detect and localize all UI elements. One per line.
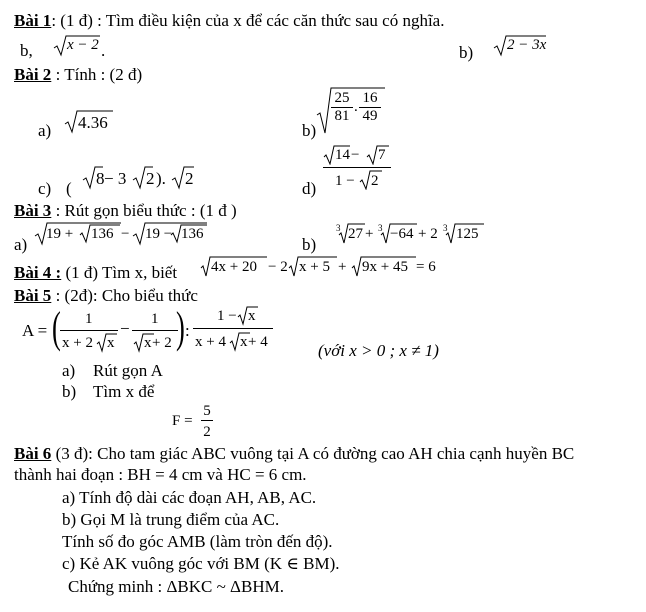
bai3-b-expr bbox=[336, 222, 496, 246]
bai5-F-num: 5 bbox=[203, 403, 211, 419]
bai6-line2: thành hai đoạn : BH = 4 cm và HC = 6 cm. bbox=[14, 465, 307, 484]
bai2-b-n1: 25 bbox=[334, 90, 350, 106]
bai5-colon: : bbox=[185, 321, 190, 340]
bai4-equation bbox=[200, 255, 440, 279]
bai5-f2-den-b: + 2 bbox=[152, 335, 172, 351]
bai2-c-close: ). bbox=[156, 169, 166, 188]
bai1-header-text: : (1 đ) : Tìm điều kiện của x để các căn thức sau có nghĩa. bbox=[51, 11, 445, 30]
bai2-c-label: c) bbox=[38, 179, 52, 198]
bai4-p1: + bbox=[338, 259, 347, 275]
bai5-F-den: 2 bbox=[201, 420, 213, 441]
bai2-c-open: ( bbox=[66, 179, 72, 198]
bai2-a-expr: 4.36 bbox=[78, 113, 108, 132]
bai5-f3-num-r: x bbox=[248, 308, 256, 324]
bai2-d-n2: 7 bbox=[378, 147, 386, 163]
bai2-c-r1: 8 bbox=[96, 169, 105, 188]
bai5-frac1 bbox=[60, 310, 118, 354]
bai5-f1-num: 1 bbox=[85, 311, 93, 327]
bai4-r3: 9x + 45 bbox=[362, 259, 408, 275]
bai6-label: Bài 6 bbox=[14, 444, 52, 463]
bai1-label: Bài 1 bbox=[14, 11, 52, 30]
fraction-bar bbox=[60, 330, 118, 331]
bai5-item-a-label: a) bbox=[62, 361, 76, 380]
bai2-b-frac2 bbox=[359, 90, 381, 125]
bai5-f1-den-a: x + 2 bbox=[62, 335, 93, 351]
bai5-f2-den-r: x bbox=[144, 335, 152, 351]
left-paren: ( bbox=[52, 303, 61, 352]
bai3-b-r2: −64 bbox=[390, 226, 414, 242]
fraction-bar bbox=[132, 330, 178, 331]
bai2-d-den: 1 − bbox=[335, 173, 355, 189]
bai3-label: Bài 3 bbox=[14, 201, 52, 220]
bai6-line3: a) Tính độ dài các đoạn AH, AB, AC. bbox=[62, 488, 317, 507]
bai4-r1: 4x + 20 bbox=[211, 259, 257, 275]
bai5-F-eq: F = bbox=[172, 413, 193, 429]
bai4-header bbox=[14, 264, 177, 281]
bai5-F-frac bbox=[201, 403, 213, 441]
bai5-f3-den-b: + 4 bbox=[248, 334, 268, 350]
bai3-a-e2: 19 − bbox=[145, 226, 173, 242]
bai2-c-r2: 2 bbox=[146, 169, 155, 188]
fraction-bar bbox=[323, 167, 391, 168]
bai2-b-dot: . bbox=[354, 99, 358, 115]
bai3-b-r1: 27 bbox=[348, 226, 363, 242]
bai2-b-d2: 49 bbox=[359, 107, 381, 125]
bai1-b2-label: b) bbox=[459, 43, 474, 62]
bai4-eq: = 6 bbox=[416, 259, 436, 275]
bai5-f2-num: 1 bbox=[151, 311, 159, 327]
bai3-b-i3: 3 bbox=[443, 223, 448, 233]
bai6-line5: Tính số đo góc AMB (làm tròn đến độ). bbox=[62, 532, 333, 551]
bai5-f1-den-r: x bbox=[107, 335, 115, 351]
fraction-bar bbox=[193, 328, 273, 329]
bai2-b-frac1 bbox=[331, 90, 353, 125]
bai3-header bbox=[14, 202, 237, 219]
bai5-item-b-label: b) bbox=[62, 382, 77, 401]
bai5-minus: − bbox=[120, 319, 130, 338]
bai2-d-frac bbox=[323, 145, 393, 193]
bai5-header-text: : (2đ): Cho biểu thức bbox=[51, 286, 198, 305]
bai2-b-n2: 16 bbox=[362, 90, 378, 106]
bai1-b-label: b, bbox=[20, 41, 33, 60]
bai5-f3-num-a: 1 − bbox=[217, 308, 237, 324]
bai6-line1 bbox=[14, 445, 574, 462]
bai2-d-minus: − bbox=[351, 147, 360, 163]
bai2-header bbox=[14, 66, 142, 83]
bai3-a-label: a) bbox=[14, 235, 28, 254]
bai5-header bbox=[14, 287, 198, 304]
bai1-b-dot: . bbox=[101, 41, 106, 60]
bai5-label: Bài 5 bbox=[14, 286, 52, 305]
bai3-a-e1: 19 + bbox=[46, 226, 74, 242]
right-paren: ) bbox=[176, 303, 185, 352]
bai4-header-text: (1 đ) Tìm x, biết bbox=[61, 263, 178, 282]
bai2-d-r: 2 bbox=[371, 173, 379, 189]
bai3-a-e1r: 136 bbox=[91, 226, 114, 242]
bai3-b-i1: 3 bbox=[336, 223, 341, 233]
bai3-a-e2r: 136 bbox=[181, 226, 204, 242]
bai6-line4: b) Gọi M là trung điểm của AC. bbox=[62, 510, 280, 529]
bai1-b-expr: x − 2 bbox=[67, 37, 99, 53]
bai3-b-plus2: + 2 bbox=[418, 226, 438, 242]
bai3-header-text: : Rút gọn biểu thức : (1 đ ) bbox=[51, 201, 237, 220]
bai5-A-eq: A = bbox=[22, 321, 48, 340]
bai2-d-label: d) bbox=[302, 179, 317, 198]
bai2-header-text: : Tính : (2 đ) bbox=[51, 65, 143, 84]
bai6-line7: Chứng minh : ΔBKC ~ ΔBHM. bbox=[68, 577, 284, 596]
bai2-b-label: b) bbox=[302, 121, 317, 140]
bai6-line6: c) Kẻ AK vuông góc với BM (K ∈ BM). bbox=[62, 554, 340, 573]
bai3-b-plus: + bbox=[365, 226, 374, 242]
bai3-b-r3: 125 bbox=[456, 226, 479, 242]
bai2-a-label: a) bbox=[38, 121, 52, 140]
bai5-frac2 bbox=[132, 310, 178, 354]
bai3-b-label: b) bbox=[302, 235, 317, 254]
bai5-condition: (với x > 0 ; x ≠ 1) bbox=[318, 341, 439, 360]
bai2-c-r3: 2 bbox=[185, 169, 194, 188]
bai4-r2: x + 5 bbox=[299, 259, 330, 275]
bai5-item-a: Rút gọn A bbox=[93, 361, 163, 380]
bai2-c-mid: − 3 bbox=[104, 169, 127, 188]
bai3-b-i2: 3 bbox=[378, 223, 383, 233]
bai4-label: Bài 4 : bbox=[14, 263, 62, 282]
bai5-f3-den-r: x bbox=[240, 334, 248, 350]
bai5-item-b: Tìm x để bbox=[93, 382, 155, 401]
bai2-label: Bài 2 bbox=[14, 65, 52, 84]
bai5-f3-den-a: x + 4 bbox=[195, 334, 226, 350]
bai1-b2-expr: 2 − 3x bbox=[507, 37, 547, 53]
bai3-a-minus: − bbox=[121, 226, 130, 242]
bai2-b-d1: 81 bbox=[331, 107, 353, 125]
bai5-frac3 bbox=[193, 305, 275, 351]
bai6-line1-text: (3 đ): Cho tam giác ABC vuông tại A có đường cao AH chia cạnh huyền BC bbox=[51, 444, 575, 463]
bai1-header bbox=[14, 12, 444, 29]
bai2-d-n1: 14 bbox=[335, 147, 350, 163]
bai4-m1: − 2 bbox=[268, 259, 288, 275]
